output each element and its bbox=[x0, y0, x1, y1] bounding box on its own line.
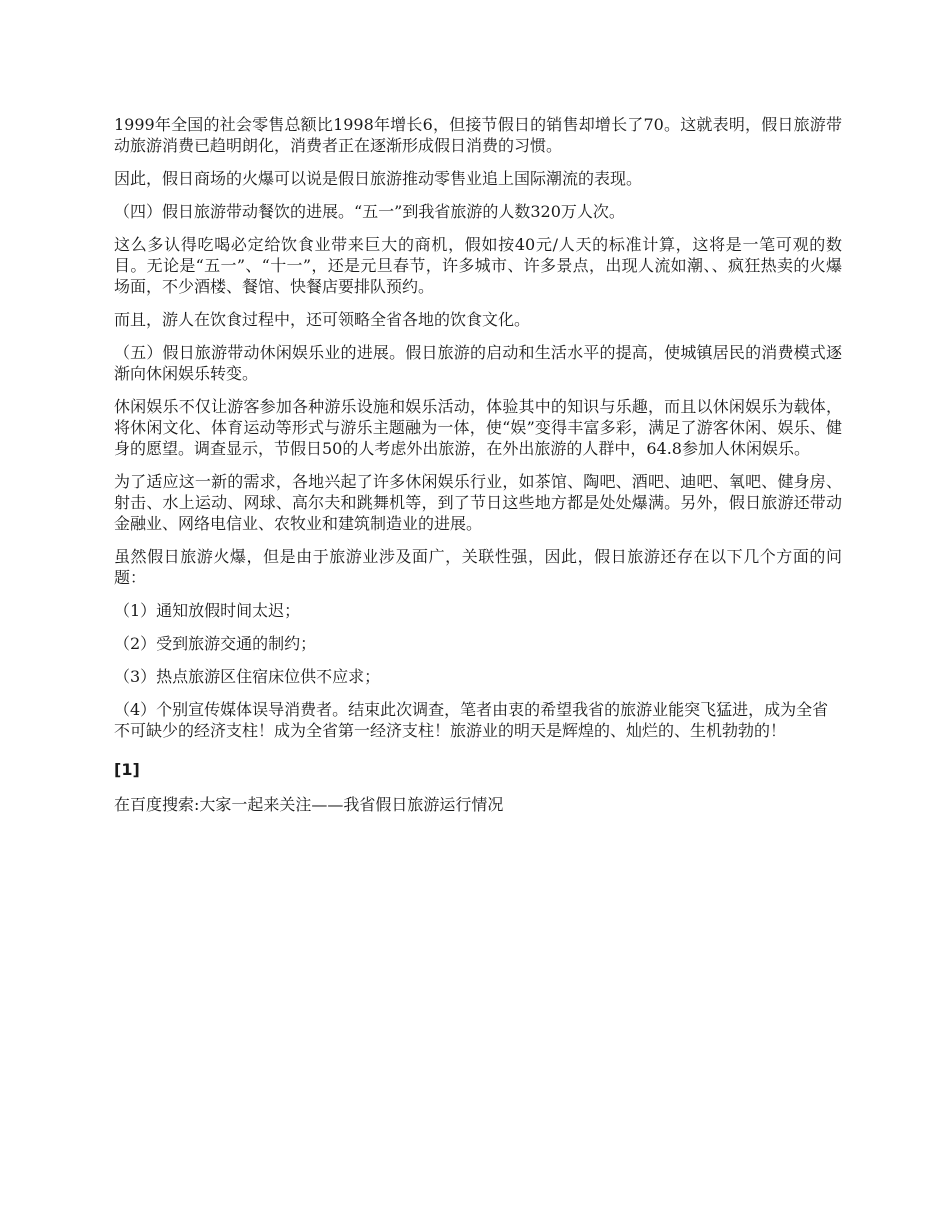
paragraph-leisure-entertainment: 休闲娱乐不仅让游客参加各种游乐设施和娱乐活动，体验其中的知识与乐趣，而且以休闲娱乐为载体，将休闲文化、体育运动等形式与游乐主题融为一体，使“娱”变得丰富多彩，满足了游客休闲、娱乐、健身的愿望。调查显示，节假日50的人考虑外出旅游，在外出旅游的人群中，64.8参加人休闲娱乐。 bbox=[114, 397, 842, 458]
paragraph-section-five-heading: （五）假日旅游带动休闲娱乐业的进展。假日旅游的启动和生活水平的提高，使城镇居民的消费模式逐渐向休闲娱乐转变。 bbox=[114, 343, 842, 383]
paragraph-section-four-heading: （四）假日旅游带动餐饮的进展。“五一”到我省旅游的人数320万人次。 bbox=[114, 202, 625, 221]
paragraph-retail-conclusion: 因此，假日商场的火爆可以说是假日旅游推动零售业追上国际潮流的表现。 bbox=[114, 169, 643, 188]
paragraph-leisure-industries: 为了适应这一新的需求，各地兴起了许多休闲娱乐行业，如茶馆、陶吧、酒吧、迪吧、氧吧、健身房、射击、水上运动、网球、高尔夫和跳舞机等，到了节日这些地方都是处处爆满。另外，假日旅游还带动金融业、网络电信业、农牧业和建筑制造业的进展。 bbox=[114, 472, 842, 533]
list-item: （1）通知放假时间太迟； bbox=[114, 601, 301, 620]
list-item: （3）热点旅游区住宿床位供不应求； bbox=[114, 667, 381, 686]
baidu-search-link[interactable]: 在百度搜索:大家一起来关注——我省假日旅游运行情况 bbox=[114, 795, 504, 814]
search-line bbox=[114, 794, 842, 815]
paragraph-retail-growth: 1999年全国的社会零售总额比1998年增长6，但接节假日的销售却增长了70。这就表明，假日旅游带动旅游消费已趋明朗化，消费者正在逐渐形成假日消费的习惯。 bbox=[114, 115, 842, 155]
paragraph-catering-opportunity: 这么多认得吃喝必定给饮食业带来巨大的商机，假如按40元/人天的标准计算，这将是一笔可观的数目。无论是“五一”、“十一”，还是元旦春节，许多城市、许多景点，出现人流如潮、、疯狂热卖的火爆场面，不少酒楼、餐馆、快餐店要排队预约。 bbox=[114, 235, 842, 296]
document-body bbox=[114, 114, 842, 815]
list-item: （2）受到旅游交通的制约； bbox=[114, 634, 317, 653]
reference-label: [1] bbox=[114, 760, 140, 779]
paragraph-food-culture: 而且，游人在饮食过程中，还可领略全省各地的饮食文化。 bbox=[114, 310, 531, 329]
list-item: （4）个别宣传媒体误导消费者。结束此次调查，笔者由衷的希望我省的旅游业能突飞猛进，成为全省不可缺少的经济支柱！成为全省第一经济支柱！旅游业的明天是辉煌的、灿烂的、生机勃勃的！ bbox=[114, 700, 829, 740]
paragraph-problems-intro: 虽然假日旅游火爆，但是由于旅游业涉及面广，关联性强，因此，假日旅游还存在以下几个方面的问题： bbox=[114, 547, 842, 587]
